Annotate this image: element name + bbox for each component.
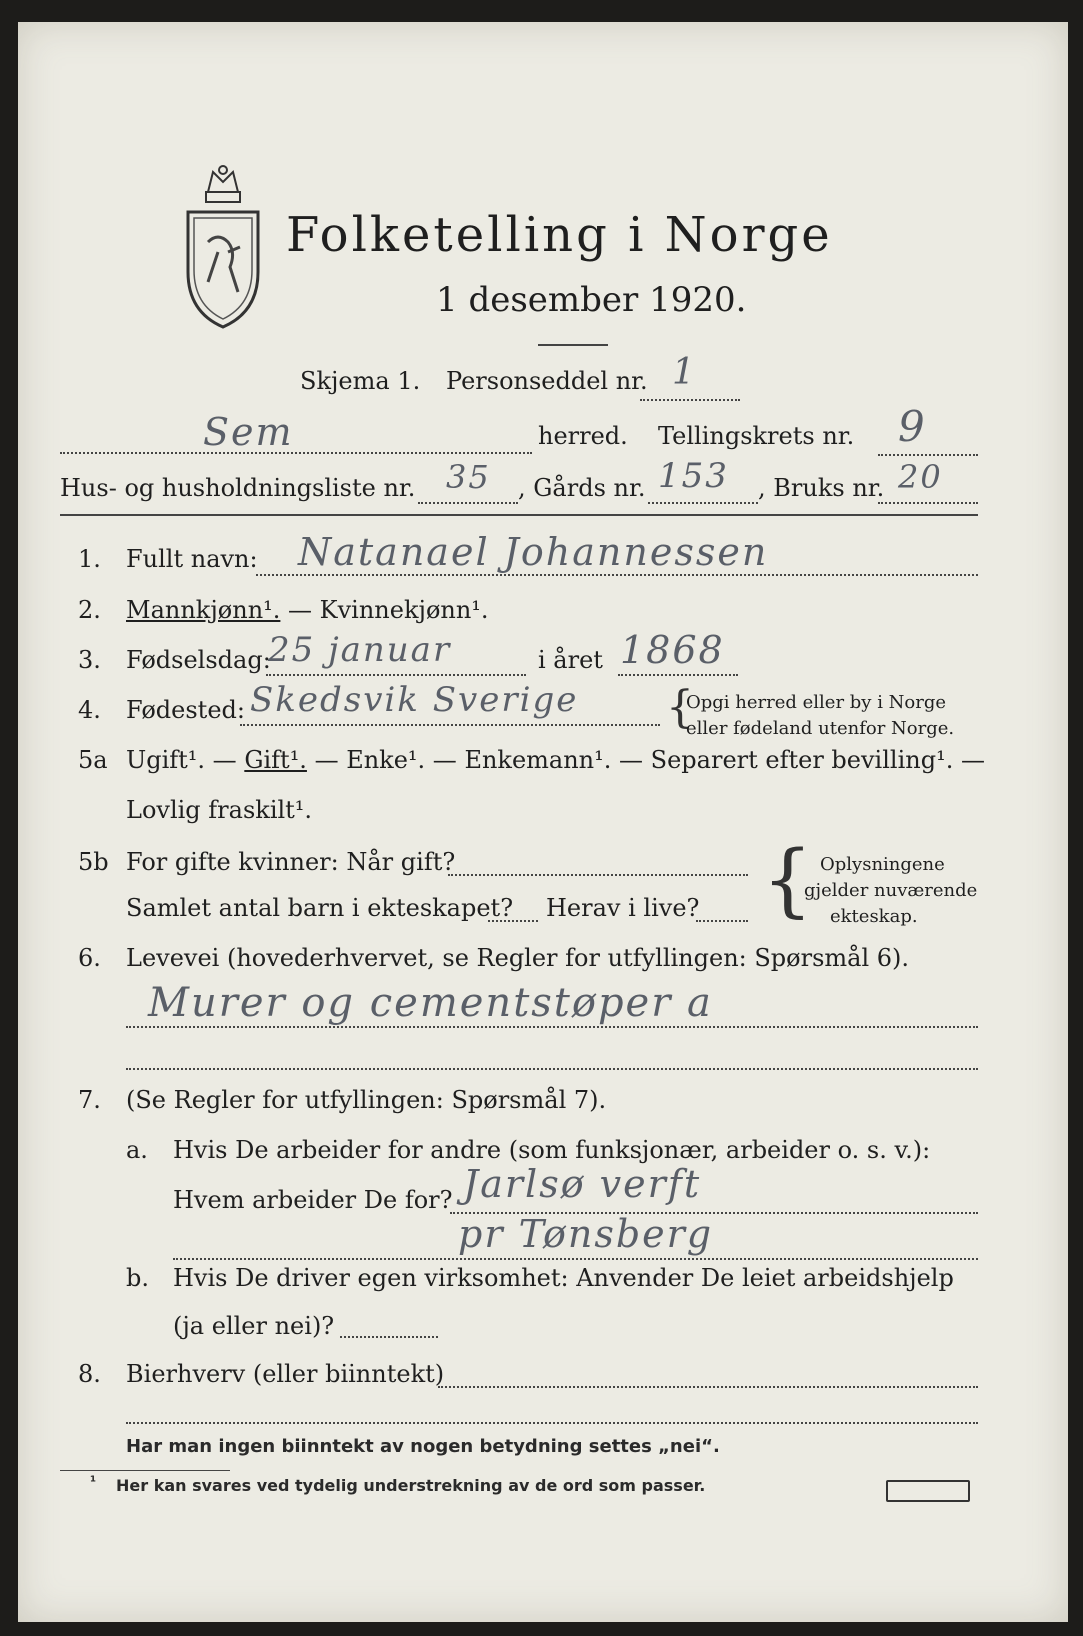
tellingskrets-field-line <box>878 454 978 456</box>
birth-year-value[interactable]: 1868 <box>620 628 725 672</box>
q8-label: Bierhverv (eller biinntekt) <box>126 1360 445 1388</box>
when-married-field-line <box>448 874 748 876</box>
employer-value-line1[interactable]: Jarlsø verft <box>463 1162 702 1206</box>
full-name-field-line <box>256 574 978 576</box>
norway-coat-of-arms-icon <box>178 162 268 332</box>
census-form-sheet <box>18 22 1068 1622</box>
q6-number: 6. <box>78 944 101 972</box>
herred-field-line <box>60 452 532 454</box>
q4-number: 4. <box>78 696 101 724</box>
footnote-marker: ¹ <box>90 1474 97 1490</box>
skjema-label: Skjema 1. <box>300 367 421 395</box>
q7-number: 7. <box>78 1086 101 1114</box>
printer-stamp <box>886 1480 970 1502</box>
q7b-label: Hvis De driver egen virksomhet: Anvender De leiet arbeidshjelp <box>173 1264 954 1292</box>
sex-option-male[interactable]: Mannkjønn¹. <box>126 596 281 624</box>
q5b-note-line3: ekteskap. <box>830 906 918 927</box>
q8-number: 8. <box>78 1360 101 1388</box>
herred-value[interactable]: Sem <box>203 410 294 454</box>
tellingskrets-label: Tellingskrets nr. <box>658 422 855 450</box>
q5b-note-line1: Oplysningene <box>820 854 945 875</box>
footnote-text: Her kan svares ved tydelig understrekning av de ord som passer. <box>116 1476 706 1495</box>
employer-value-line2[interactable]: pr Tønsberg <box>458 1212 714 1256</box>
q3-number: 3. <box>78 646 101 674</box>
q4-label: Fødested: <box>126 696 245 724</box>
marital-option-ugift[interactable]: Ugift¹. — <box>126 746 237 774</box>
birthplace-field-line <box>240 724 660 726</box>
q7b-letter: b. <box>126 1264 149 1292</box>
gards-value[interactable]: 153 <box>658 456 729 496</box>
bruks-value[interactable]: 20 <box>898 458 943 496</box>
q5b-children-label: Samlet antal barn i ekteskapet? <box>126 894 514 922</box>
birthday-value[interactable]: 25 januar <box>268 630 452 670</box>
q7a-label: Hvis De arbeider for andre (som funksjonær, arbeider o. s. v.): <box>173 1136 931 1164</box>
q5b-number: 5b <box>78 848 109 876</box>
full-name-value[interactable]: Natanael Johannessen <box>298 530 769 574</box>
bruks-field-line <box>878 502 978 504</box>
personseddel-label: Personseddel nr. <box>446 367 648 395</box>
marital-status-options <box>126 746 985 774</box>
personseddel-field-line <box>640 399 740 401</box>
q5b-when-married-label: For gifte kvinner: Når gift? <box>126 848 456 876</box>
employer-field-line-2 <box>173 1258 978 1260</box>
side-income-field-line-2 <box>126 1422 978 1424</box>
marital-option-fraskilt[interactable]: Lovlig fraskilt¹. <box>126 796 313 824</box>
occupation-field-line-1 <box>126 1026 978 1028</box>
header-separator <box>60 514 978 516</box>
q4-note-brace: { <box>666 682 694 733</box>
children-field-line <box>488 920 538 922</box>
birth-year-label: i året <box>538 646 603 674</box>
hus-label: Hus- og husholdningsliste nr. <box>60 474 416 502</box>
q2-number: 2. <box>78 596 101 624</box>
form-title: Folketelling i Norge <box>286 207 833 263</box>
footnote-separator <box>60 1470 230 1471</box>
sex-option-female[interactable]: Kvinnekjønn¹. <box>319 596 489 624</box>
q3-label: Fødselsdag: <box>126 646 271 674</box>
q4-note-line2: eller fødeland utenfor Norge. <box>686 718 955 739</box>
birthplace-value[interactable]: Skedsvik Sverige <box>250 680 579 720</box>
gards-field-line <box>648 502 758 504</box>
marital-option-gift[interactable]: Gift¹. <box>244 746 307 774</box>
occupation-value[interactable]: Murer og cementstøper a <box>148 980 713 1026</box>
q7a-employer-label: Hvem arbeider De for? <box>173 1186 453 1214</box>
q5b-alive-label: Herav i live? <box>546 894 700 922</box>
herred-label: herred. <box>538 422 628 450</box>
q7-label: (Se Regler for utfyllingen: Spørsmål 7). <box>126 1086 607 1114</box>
tellingskrets-value[interactable]: 9 <box>898 402 927 451</box>
personseddel-value[interactable]: 1 <box>672 352 697 393</box>
q5b-note-line2: gjelder nuværende <box>804 880 978 901</box>
form-date: 1 desember 1920. <box>436 280 747 320</box>
q7b-yes-no-label: (ja eller nei)? <box>173 1312 335 1340</box>
q6-label: Levevei (hovederhvervet, se Regler for utfyllingen: Spørsmål 6). <box>126 944 910 972</box>
title-divider <box>538 344 608 346</box>
hired-help-field-line <box>340 1336 438 1338</box>
q1-label: Fullt navn: <box>126 545 258 573</box>
q4-note-line1: Opgi herred eller by i Norge <box>686 692 947 713</box>
birthday-field-line <box>266 674 526 676</box>
q5a-number: 5a <box>78 746 108 774</box>
side-income-field-line-1 <box>438 1386 978 1388</box>
footer-note: Har man ingen biinntekt av nogen betydning settes „nei“. <box>126 1436 720 1457</box>
sex-options <box>126 596 489 624</box>
marital-option-others[interactable]: — Enke¹. — Enkemann¹. — Separert efter bevilling¹. — <box>314 746 985 774</box>
q7a-letter: a. <box>126 1136 148 1164</box>
q5b-note-brace: { <box>762 833 813 926</box>
birth-year-field-line <box>618 674 738 676</box>
occupation-field-line-2 <box>126 1068 978 1070</box>
sex-separator: — <box>280 596 320 624</box>
hus-field-line <box>418 502 518 504</box>
q1-number: 1. <box>78 545 101 573</box>
alive-field-line <box>696 920 748 922</box>
hus-value[interactable]: 35 <box>446 458 491 496</box>
bruks-label: , Bruks nr. <box>758 474 885 502</box>
gards-label: , Gårds nr. <box>518 474 646 502</box>
